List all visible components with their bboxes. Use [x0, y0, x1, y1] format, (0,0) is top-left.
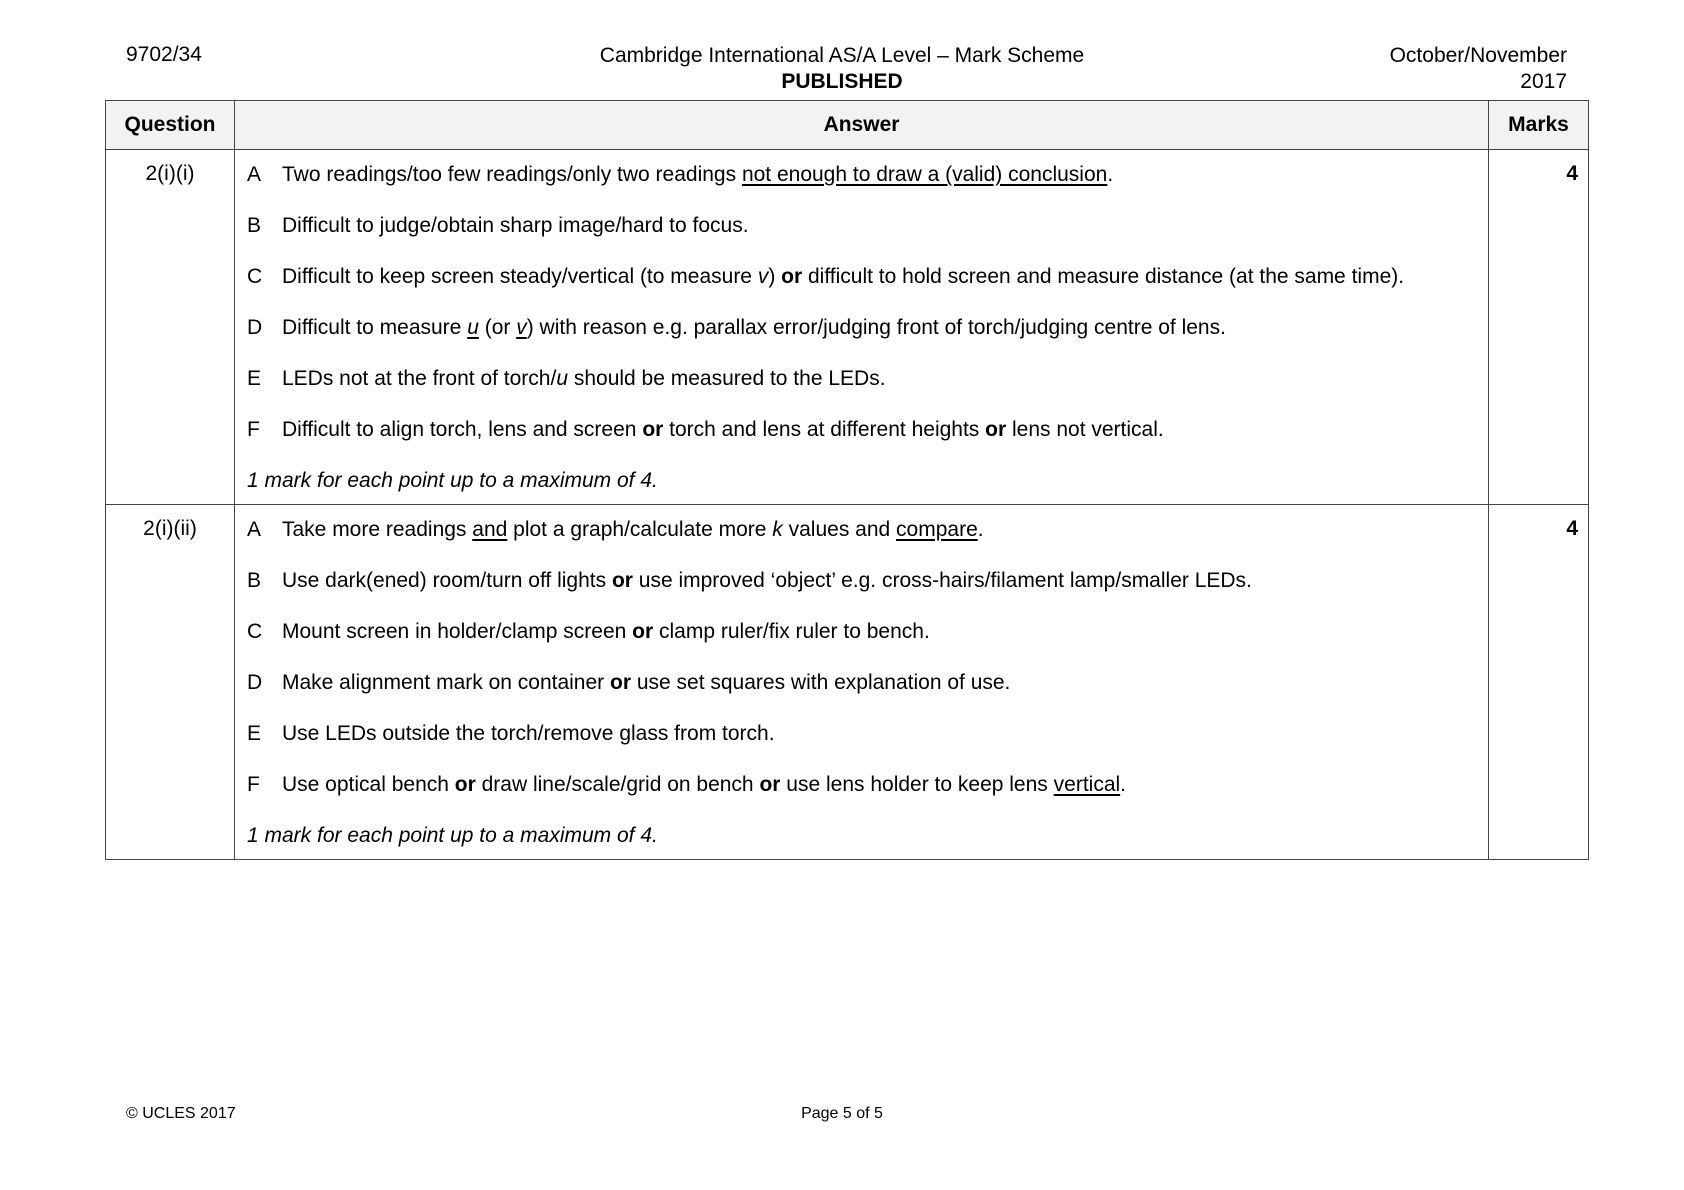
point-text: Difficult to align torch, lens and screen or torch and lens at different heights or lens not vertical. — [282, 418, 1164, 441]
point-text: Difficult to measure u (or v) with reason e.g. parallax error/judging front of torch/judging centre of lens. — [282, 316, 1226, 339]
exam-session-year: 2017 — [1520, 70, 1567, 93]
answer-cell — [235, 150, 1489, 505]
answer-point — [247, 417, 1478, 468]
answer-point — [247, 517, 1478, 568]
point-letter: C — [247, 265, 263, 288]
header-question: Question — [106, 101, 235, 150]
header-marks: Marks — [1489, 101, 1589, 150]
answer-point — [247, 162, 1478, 213]
point-letter: E — [247, 367, 262, 390]
table-row — [106, 505, 1589, 860]
point-letter: A — [247, 163, 262, 186]
point-text: Mount screen in holder/clamp screen or clamp ruler/fix ruler to bench. — [282, 620, 930, 643]
point-letter: F — [247, 418, 260, 441]
answer-point — [247, 721, 1478, 772]
answer-point — [247, 568, 1478, 619]
point-text: Difficult to keep screen steady/vertical (to measure v) or difficult to hold screen and measure distance (at the same time). — [282, 265, 1405, 288]
question-number: 2(i)(i) — [106, 150, 235, 505]
table-row — [106, 150, 1589, 505]
published-label: PUBLISHED — [781, 70, 903, 93]
marks-value: 4 — [1489, 150, 1589, 505]
exam-session — [1390, 43, 1567, 95]
paper-code: 9702/34 — [126, 43, 202, 66]
point-letter: B — [247, 569, 262, 592]
point-text: LEDs not at the front of torch/u should be measured to the LEDs. — [282, 367, 886, 390]
marking-note: 1 mark for each point up to a maximum of 4. — [247, 824, 658, 847]
marks-value: 4 — [1489, 505, 1589, 860]
point-letter: D — [247, 671, 263, 694]
point-text: Make alignment mark on container or use set squares with explanation of use. — [282, 671, 1011, 694]
point-letter: D — [247, 316, 263, 339]
point-text: Two readings/too few readings/only two readings not enough to draw a (valid) conclusion. — [282, 163, 1114, 186]
answer-point — [247, 264, 1478, 315]
point-text: Take more readings and plot a graph/calculate more k values and compare. — [282, 518, 984, 541]
point-text: Difficult to judge/obtain sharp image/hard to focus. — [282, 214, 749, 237]
answer-point — [247, 670, 1478, 721]
answer-point — [247, 619, 1478, 670]
header-answer: Answer — [235, 101, 1489, 150]
point-letter: E — [247, 722, 262, 745]
point-letter: B — [247, 214, 262, 237]
mark-scheme-table — [105, 100, 1589, 860]
document-title: Cambridge International AS/A Level – Mark Scheme — [599, 44, 1085, 67]
exam-session-month: October/November — [1389, 44, 1567, 67]
marking-note: 1 mark for each point up to a maximum of 4. — [247, 469, 658, 492]
point-text: Use LEDs outside the torch/remove glass from torch. — [282, 722, 775, 745]
point-text: Use dark(ened) room/turn off lights or use improved ‘object’ e.g. cross-hairs/filament lamp/smaller LEDs. — [282, 569, 1252, 592]
point-letter: F — [247, 773, 260, 796]
answer-point — [247, 772, 1478, 823]
answer-point — [247, 366, 1478, 417]
copyright-notice: © UCLES 2017 — [126, 1105, 236, 1122]
point-letter: C — [247, 620, 263, 643]
page-number: Page 5 of 5 — [801, 1105, 883, 1122]
question-number: 2(i)(ii) — [106, 505, 235, 860]
answer-point — [247, 213, 1478, 264]
point-letter: A — [247, 518, 262, 541]
point-text: Use optical bench or draw line/scale/grid on bench or use lens holder to keep lens vertical. — [282, 773, 1127, 796]
answer-cell — [235, 505, 1489, 860]
answer-point — [247, 315, 1478, 366]
table-header-row — [106, 101, 1589, 150]
